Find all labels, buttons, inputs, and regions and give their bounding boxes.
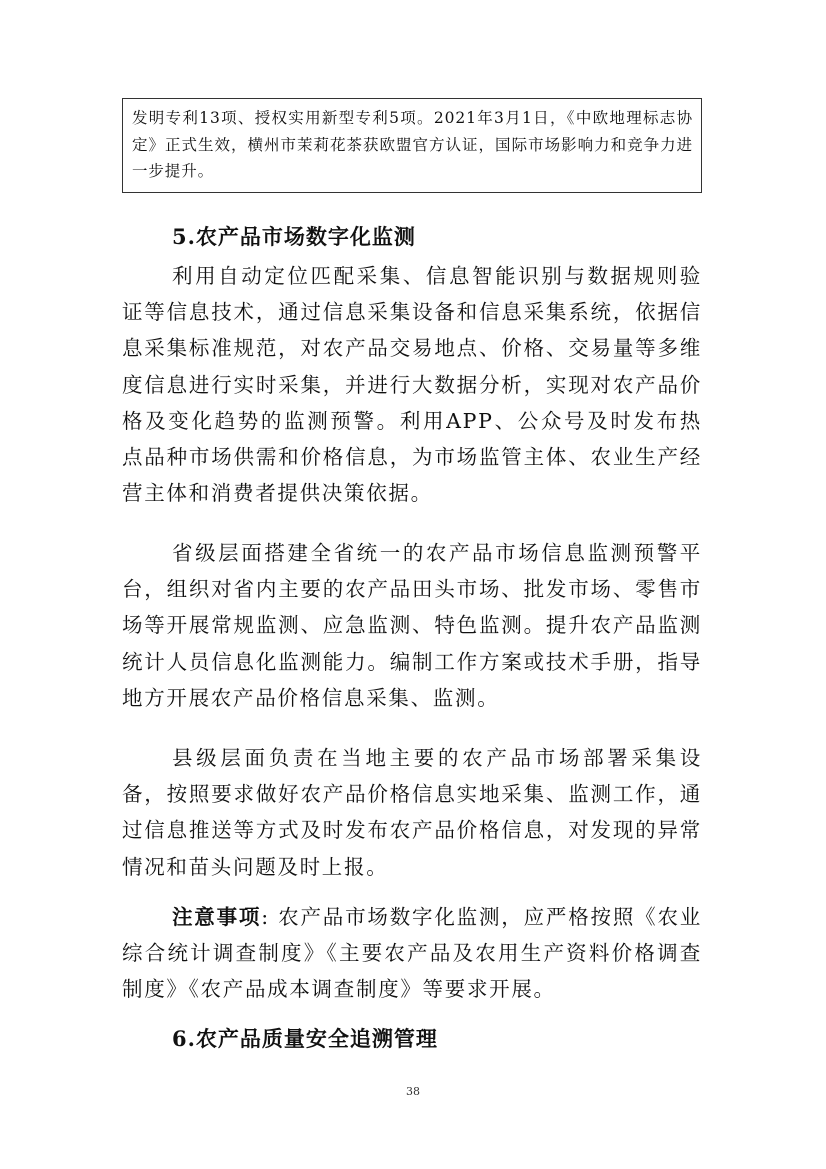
section-6-heading: 6.农产品质量安全追溯管理 [172, 1026, 438, 1051]
note-label: 注意事项 [172, 905, 262, 929]
section-5-paragraph-3: 县级层面负责在当地主要的农产品市场部署采集设备，按照要求做好农产品价格信息实地采集、监测工作，通过信息推送等方式及时发布农产品价格信息，对发现的异常情况和苗头问题及时上报。 [122, 746, 702, 879]
page-number: 38 [406, 1085, 420, 1098]
note-paragraph [122, 899, 702, 1008]
boxed-case-text: 发明专利13项、授权实用新型专利5项。2021年3月1日，《中欧地理标志协定》正式生效，横州市茉莉花茶获欧盟官方认证，国际市场影响力和竞争力进一步提升。 [122, 98, 702, 193]
section-5-heading: 5.农产品市场数字化监测 [172, 224, 416, 249]
section-5-paragraph-1: 利用自动定位匹配采集、信息智能识别与数据规则验证等信息技术，通过信息采集设备和信息采集系统，依据信息采集标准规范，对农产品交易地点、价格、交易量等多维度信息进行实时采集，并进行大数据分析，实现对农产品价格及变化趋势的监测预警。利用APP、公众号及时发布热点品种市场供需和价格信息，为市场监管主体、农业生产经营主体和消费者提供决策依据。 [122, 264, 702, 506]
note-text: : 农产品市场数字化监测，应严格按照《农业综合统计调查制度》《主要农产品及农用生产资料价格调查制度》《农产品成本调查制度》等要求开展。 [122, 905, 702, 1002]
section-5-paragraph-2: 省级层面搭建全省统一的农产品市场信息监测预警平台，组织对省内主要的农产品田头市场、批发市场、零售市场等开展常规监测、应急监测、特色监测。提升农产品监测统计人员信息化监测能力。编制工作方案或技术手册，指导地方开展农产品价格信息采集、监测。 [122, 541, 702, 710]
